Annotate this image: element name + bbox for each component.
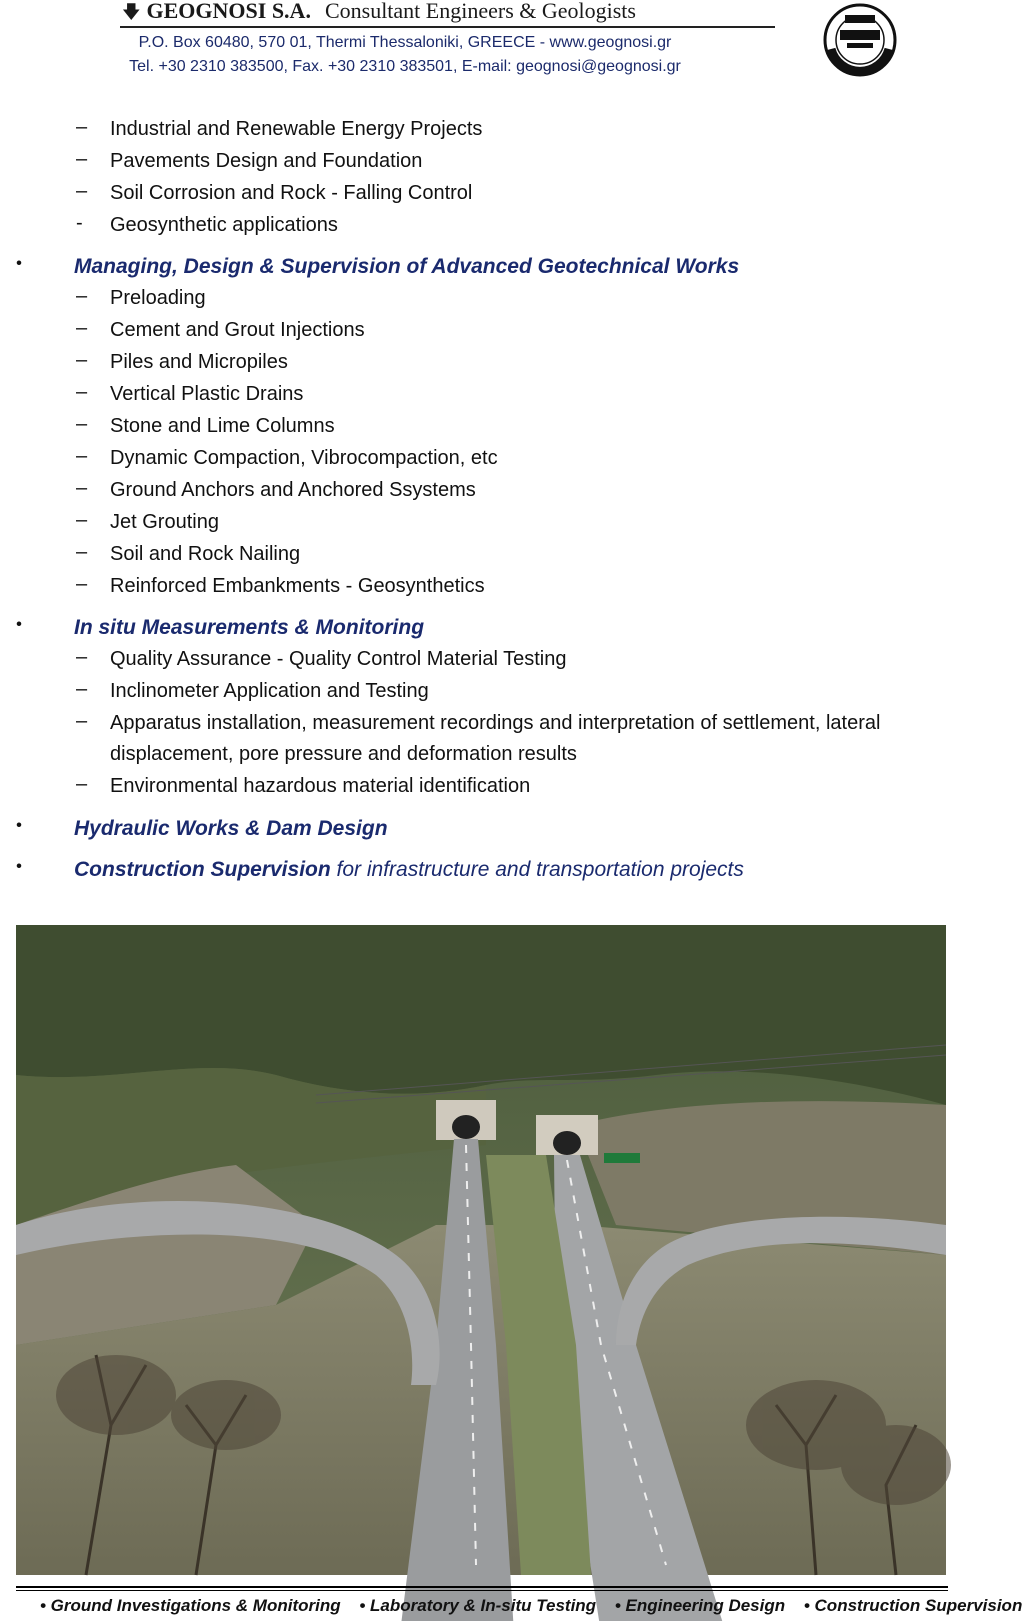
certification-seal-logo [823,3,897,77]
letterhead [0,0,960,90]
footer-item: • Engineering Design [614,1596,786,1615]
address-line: P.O. Box 60480, 570 01, Thermi Thessaloniki, GREECE - www.geognosi.gr [138,34,672,51]
list-item: – Preloading [76,285,206,309]
list-item: – Reinforced Embankments - Geosynthetics [76,573,485,597]
list-item: – Ground Anchors and Anchored Ssystems [76,477,476,501]
footer-item: • Laboratory & In-situ Testing [359,1596,597,1615]
list-item: – Jet Grouting [76,509,219,533]
footer-services [40,1596,1036,1616]
header-divider [120,26,775,28]
list-item: – Cement and Grout Injections [76,317,365,341]
down-arrow-icon: 🡇 [122,2,141,22]
list-item: – Dynamic Compaction, Vibrocompaction, etc [76,445,498,469]
list-item: – Soil Corrosion and Rock - Falling Control [76,180,473,204]
list-item: – Stone and Lime Columns [76,413,335,437]
contact-line: Tel. +30 2310 383500, Fax. +30 2310 383501, E-mail: geognosi@geognosi.gr [129,58,681,75]
company-tagline: Consultant Engineers & Geologists [324,0,636,23]
list-item: – Inclinometer Application and Testing [76,678,429,702]
company-name: GEOGNOSI S.A. [146,0,311,23]
list-item: – Soil and Rock Nailing [76,541,301,565]
footer-divider-thin [16,1590,948,1591]
list-item-continuation: displacement, pore pressure and deformation results [110,743,577,765]
list-item: – Industrial and Renewable Energy Projects [76,116,483,140]
highway-tunnel-photo [16,925,946,1575]
section-heading-advanced-geotechnical: • Managing, Design & Supervision of Advanced Geotechnical Works [16,255,740,278]
list-item: – Piles and Micropiles [76,349,288,373]
footer-item: • Construction Supervision [803,1596,1023,1615]
section-heading-construction-supervision: • Construction Supervision for infrastructure and transportation projects [16,858,744,881]
section-heading-hydraulic-works: • Hydraulic Works & Dam Design [16,817,388,840]
list-item: - Geosynthetic applications [76,212,338,236]
list-item: – Pavements Design and Foundation [76,148,423,172]
list-item: – Vertical Plastic Drains [76,381,304,405]
section-heading-in-situ-monitoring: • In situ Measurements & Monitoring [16,616,425,639]
page-footer [0,1584,1023,1621]
list-item: – Quality Assurance - Quality Control Material Testing [76,646,567,670]
footer-item: • Ground Investigations & Monitoring [40,1596,341,1615]
footer-divider [16,1586,948,1588]
list-item: – Apparatus installation, measurement recordings and interpretation of settlement, lateral [76,710,881,734]
list-item: – Environmental hazardous material identification [76,773,531,797]
